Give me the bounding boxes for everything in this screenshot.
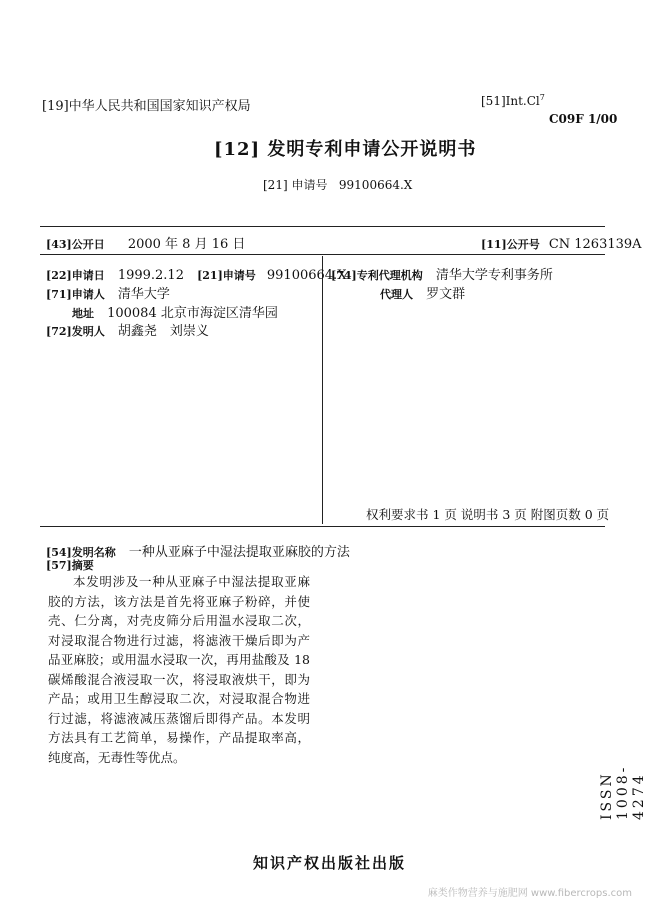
address: 100084 北京市海淀区清华园 <box>107 306 278 321</box>
agency-row <box>331 264 553 283</box>
agent-row <box>380 283 465 302</box>
abstract-body <box>48 572 310 767</box>
agent: 罗文群 <box>426 287 466 302</box>
intcl-sup: 7 <box>539 93 545 102</box>
left-app-label: [21]申请号 <box>197 269 256 282</box>
pub-no: CN 1263139A <box>548 237 642 252</box>
intcl-label <box>481 93 545 108</box>
pub-date: 2000 年 8 月 16 日 <box>127 237 246 252</box>
left-app-no: 99100664.X <box>266 268 347 283</box>
pub-date-label: [43]公开日 <box>46 238 105 251</box>
app-number-line <box>263 176 412 193</box>
agency-label: [74]专利代理机构 <box>331 269 423 282</box>
applicant-label: [71]申请人 <box>46 288 105 301</box>
address-label: 地址 <box>72 307 94 320</box>
app-number: 99100664.X <box>338 178 413 192</box>
divider-mid <box>40 254 605 255</box>
inventor-row <box>46 320 209 339</box>
page-counts: 权利要求书 1 页 说明书 3 页 附图页数 0 页 <box>366 507 610 522</box>
invention-title-label: [54]发明名称 <box>46 546 116 559</box>
site-watermark: 麻类作物营养与施肥网 www.fibercrops.com <box>427 888 632 899</box>
patent-office: [19]中华人民共和国国家知识产权局 <box>42 99 251 114</box>
doc-type-title: [12] 发明专利申请公开说明书 <box>214 139 477 160</box>
abstract-label: [57]摘要 <box>46 559 94 572</box>
applicant: 清华大学 <box>117 287 170 302</box>
classification: C09F 1/00 <box>549 112 618 126</box>
intcl-text: [51]Int.Cl <box>481 94 540 108</box>
applicant-row <box>46 283 170 302</box>
filing-label: [22]申请日 <box>46 269 105 282</box>
agent-label: 代理人 <box>380 288 413 301</box>
abstract-text: 本发明涉及一种从亚麻子中湿法提取亚麻胶的方法，该方法是首先将亚麻子粉碎，并使壳、仁分离，对壳皮筛分后用温水浸取二次，对浸取混合物进行过滤，将滤液干燥后即为产品亚麻胶；或用温水浸取一次，再用盐酸及 18 碳烯酸混合液浸取一次，将浸取液烘干，即为产品；或用卫生醇浸取二次，对浸取混合物进行过滤，将滤液减压蒸馏后即得产品。本发明方法具有工艺简单，易操作，产品提取率高，纯度高，无毒性等优点。 <box>48 574 310 765</box>
inventors: 胡鑫尧 刘崇义 <box>117 324 209 339</box>
divider-top <box>40 226 605 227</box>
inventor-label: [72]发明人 <box>46 325 105 338</box>
invention-title: 一种从亚麻子中湿法提取亚麻胶的方法 <box>128 545 350 560</box>
agency: 清华大学专利事务所 <box>435 268 553 283</box>
address-row <box>72 302 278 321</box>
app-number-label: [21] 申请号 <box>263 178 328 192</box>
pub-date-row <box>46 233 245 252</box>
column-divider <box>322 256 323 524</box>
issn-vertical: ISSN 1008-4274 <box>599 764 647 820</box>
pub-no-row <box>481 233 642 252</box>
filing-date: 1999.2.12 <box>117 268 184 283</box>
divider-bottom <box>40 526 605 527</box>
filing-row <box>46 264 346 283</box>
publisher-footer: 知识产权出版社出版 <box>253 854 407 872</box>
pub-no-label: [11]公开号 <box>481 238 540 251</box>
